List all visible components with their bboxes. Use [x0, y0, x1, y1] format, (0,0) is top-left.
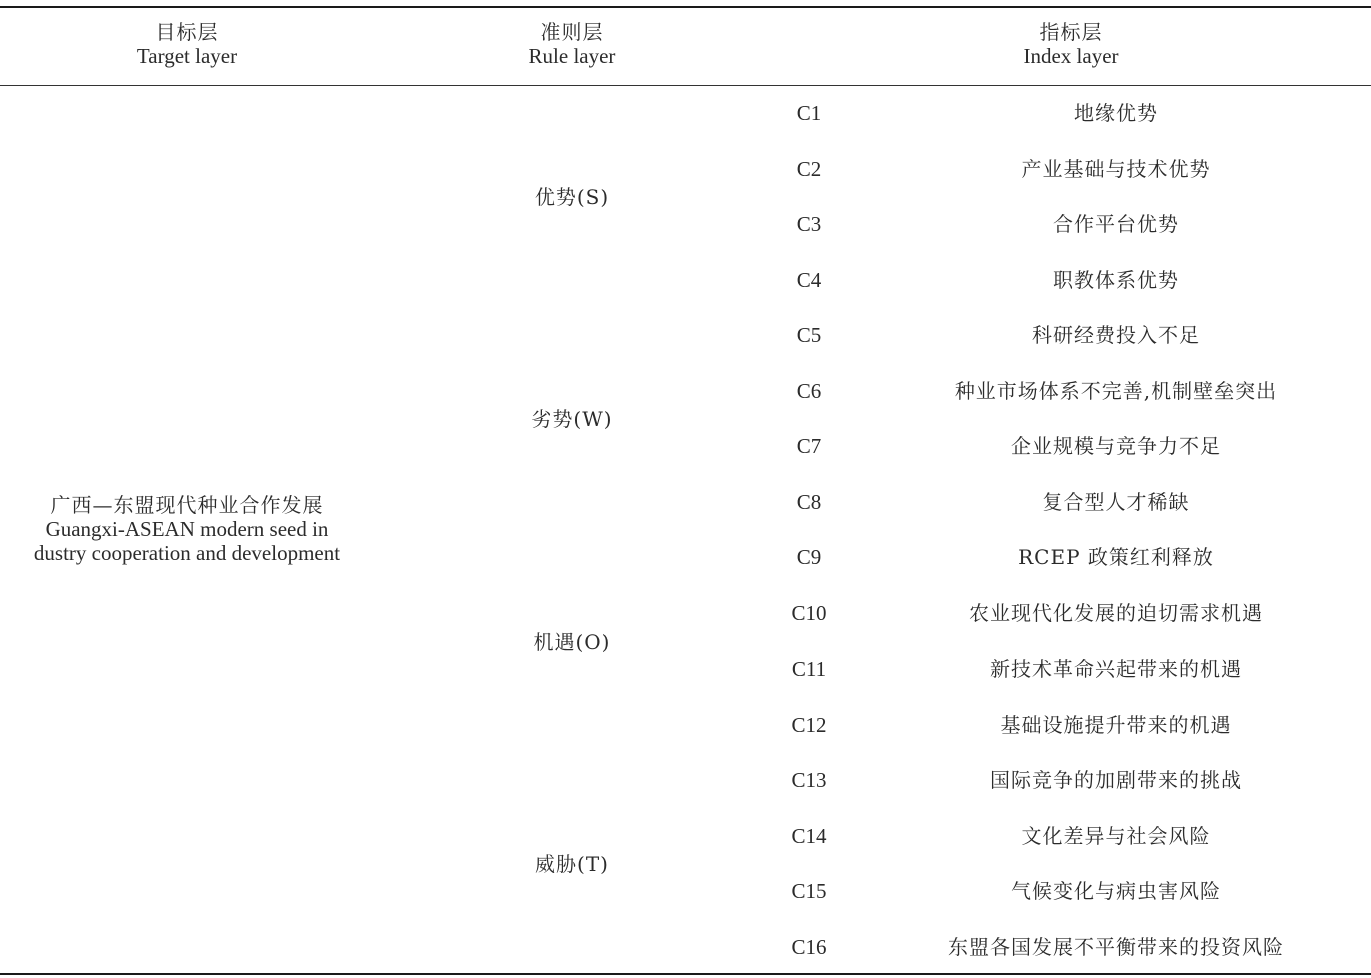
index-description: 产业基础与技术优势	[1021, 157, 1211, 181]
target-title-en-line1: Guangxi-ASEAN modern seed in	[45, 517, 329, 541]
index-row	[0, 710, 1371, 740]
index-description: 东盟各国发展不平衡带来的投资风险	[948, 935, 1284, 959]
header-index-layer	[971, 20, 1171, 68]
index-row	[0, 209, 1371, 239]
index-description: 企业规模与竞争力不足	[1011, 434, 1221, 458]
index-row	[0, 487, 1371, 517]
index-description: 合作平台优势	[1053, 212, 1179, 236]
index-row	[0, 821, 1371, 851]
index-row	[0, 654, 1371, 684]
index-description: 科研经费投入不足	[1032, 323, 1200, 347]
rule-cell-weaknesses: 劣势(W)	[531, 407, 613, 431]
index-description: 气候变化与病虫害风险	[1011, 879, 1221, 903]
rule-cell-opportunities: 机遇(O)	[533, 630, 611, 654]
header-target-en: Target layer	[136, 44, 238, 68]
index-row	[0, 265, 1371, 295]
target-title-zh: 广西—东盟现代种业合作发展	[50, 493, 324, 517]
index-code: C16	[791, 935, 827, 959]
index-description: 种业市场体系不完善,机制壁垒突出	[954, 379, 1278, 403]
index-description: 复合型人才稀缺	[1042, 490, 1190, 514]
rule-cell-threats: 威胁(T)	[535, 852, 609, 876]
index-code: C11	[791, 657, 827, 681]
index-row	[0, 376, 1371, 406]
index-row	[0, 932, 1371, 962]
index-row	[0, 598, 1371, 628]
index-description: RCEP 政策红利释放	[1018, 545, 1214, 569]
index-description: 基础设施提升带来的机遇	[1000, 713, 1232, 737]
index-row	[0, 765, 1371, 795]
index-code: C7	[796, 434, 822, 458]
index-code: C4	[796, 268, 822, 292]
index-code: C13	[791, 768, 827, 792]
index-code: C2	[796, 157, 822, 181]
index-code: C10	[791, 601, 827, 625]
index-code: C3	[796, 212, 822, 236]
header-rule-layer	[472, 20, 672, 68]
index-description: 农业现代化发展的迫切需求机遇	[969, 601, 1263, 625]
header-target-zh: 目标层	[155, 20, 219, 44]
index-code: C8	[796, 490, 822, 514]
index-code: C9	[796, 545, 822, 569]
index-description: 新技术革命兴起带来的机遇	[990, 657, 1242, 681]
index-row	[0, 320, 1371, 350]
index-code: C1	[796, 101, 822, 125]
index-row	[0, 542, 1371, 572]
index-description: 地缘优势	[1074, 101, 1158, 125]
index-row	[0, 154, 1371, 184]
header-target-layer	[87, 20, 287, 68]
index-description: 职教体系优势	[1053, 268, 1179, 292]
table-top-rule	[0, 6, 1371, 8]
index-description: 国际竞争的加剧带来的挑战	[990, 768, 1242, 792]
header-rule-en: Rule layer	[528, 44, 616, 68]
index-row	[0, 876, 1371, 906]
index-row	[0, 431, 1371, 461]
table-bottom-rule	[0, 973, 1371, 975]
header-index-en: Index layer	[1023, 44, 1119, 68]
index-description: 文化差异与社会风险	[1021, 824, 1211, 848]
rule-cell-strengths: 优势(S)	[534, 185, 610, 209]
index-code: C12	[791, 713, 827, 737]
table-header-rule	[0, 85, 1371, 86]
target-title-en-line2: dustry cooperation and development	[33, 541, 341, 565]
index-code: C15	[791, 879, 827, 903]
header-index-zh: 指标层	[1039, 20, 1103, 44]
index-code: C6	[796, 379, 822, 403]
index-row	[0, 98, 1371, 128]
index-code: C14	[791, 824, 827, 848]
header-rule-zh: 准则层	[540, 20, 604, 44]
index-code: C5	[796, 323, 822, 347]
